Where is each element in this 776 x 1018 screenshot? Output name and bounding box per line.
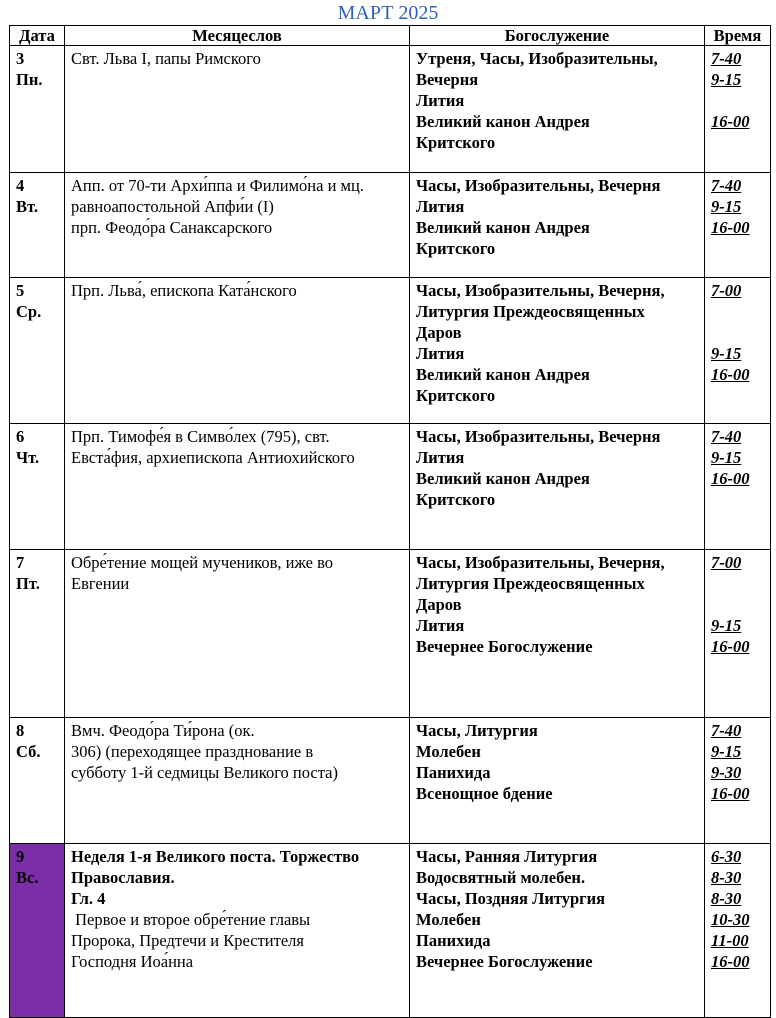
service-line: Даров — [416, 323, 462, 342]
table-row — [10, 278, 771, 424]
time-cell — [705, 173, 771, 278]
service-line: Критского — [416, 133, 496, 152]
service-line: Утреня, Часы, Изобразительны, — [416, 49, 658, 68]
weekday: Сб. — [16, 742, 41, 761]
table-row — [10, 46, 771, 173]
service-time: 11-00 — [711, 931, 749, 950]
date-cell — [10, 424, 65, 550]
service-time: 16-00 — [711, 112, 750, 131]
service-time — [711, 90, 764, 111]
feast-title-line: Неделя 1-я Великого поста. Торжество — [71, 847, 360, 866]
weekday: Ср. — [16, 302, 42, 321]
schedule-table — [9, 25, 771, 1018]
service-line: Критского — [416, 490, 496, 509]
day-number: 9 — [16, 847, 25, 866]
saint-line: Евста́фия, архиепископа Антиохийского — [71, 448, 355, 467]
service-line: Часы, Изобразительны, Вечерня, — [416, 553, 665, 572]
weekday: Пн. — [16, 70, 43, 89]
saints-cell — [65, 718, 410, 844]
service-line: Лития — [416, 448, 465, 467]
service-cell — [410, 278, 705, 424]
saint-line: Прп. Льва́, епископа Ката́нского — [71, 281, 297, 300]
saint-line: Свт. Льва I, папы Римского — [71, 49, 261, 68]
service-line: Вечернее Богослужение — [416, 952, 593, 971]
service-line: Всенощное бдение — [416, 784, 553, 803]
table-row — [10, 718, 771, 844]
table-row — [10, 173, 771, 278]
service-line: Водосвятный молебен. — [416, 868, 586, 887]
saint-line: Вмч. Феодо́ра Ти́рона (ок. — [71, 721, 255, 740]
service-line: Часы, Ранняя Литургия — [416, 847, 598, 866]
saint-line: равноапостольной Апфи́и (I) — [71, 197, 274, 216]
saint-line: прп. Феодо́ра Санаксарского — [71, 218, 273, 237]
service-cell — [410, 46, 705, 173]
service-line: Литургия Преждеосвященных — [416, 302, 645, 321]
service-time: 7-00 — [711, 281, 742, 300]
service-line: Часы, Литургия — [416, 721, 538, 740]
saint-line: субботу 1-й седмицы Великого поста) — [71, 763, 338, 782]
header-time: Время — [705, 26, 771, 46]
service-cell — [410, 718, 705, 844]
service-time: 9-15 — [711, 70, 742, 89]
time-cell — [705, 844, 771, 1018]
service-time: 7-40 — [711, 427, 742, 446]
service-time — [711, 489, 764, 510]
service-time: 16-00 — [711, 784, 750, 803]
date-cell — [10, 278, 65, 424]
service-cell — [410, 844, 705, 1018]
service-line: Лития — [416, 197, 465, 216]
saints-cell — [65, 424, 410, 550]
service-time: 9-15 — [711, 448, 742, 467]
time-cell — [705, 278, 771, 424]
service-time: 7-40 — [711, 49, 742, 68]
service-line: Критского — [416, 386, 496, 405]
page-title: МАРТ 2025 — [337, 2, 439, 24]
time-cell — [705, 46, 771, 173]
service-line: Литургия Преждеосвященных — [416, 574, 645, 593]
saints-cell — [65, 550, 410, 718]
header-service: Богослужение — [410, 26, 705, 46]
time-cell — [705, 718, 771, 844]
service-time: 16-00 — [711, 469, 750, 488]
service-line: Великий канон Андрея — [416, 469, 590, 488]
day-number: 3 — [16, 49, 25, 68]
table-row — [10, 550, 771, 718]
service-line: Критского — [416, 239, 496, 258]
time-cell — [705, 424, 771, 550]
service-line: Лития — [416, 616, 465, 635]
saints-cell — [65, 278, 410, 424]
day-number: 4 — [16, 176, 25, 195]
service-line: Вечерня — [416, 70, 479, 89]
service-time: 9-30 — [711, 763, 742, 782]
service-time: 9-15 — [711, 197, 742, 216]
saints-cell — [65, 844, 410, 1018]
date-cell — [10, 46, 65, 173]
service-time: 7-40 — [711, 721, 742, 740]
service-time: 7-00 — [711, 553, 742, 572]
day-number: 7 — [16, 553, 25, 572]
service-line: Великий канон Андрея — [416, 365, 590, 384]
weekday: Чт. — [16, 448, 40, 467]
date-cell — [10, 718, 65, 844]
service-line: Лития — [416, 91, 465, 110]
service-time — [711, 238, 764, 259]
service-time: 16-00 — [711, 952, 750, 971]
saint-line: Господня Иоа́нна — [71, 952, 194, 971]
service-line: Великий канон Андрея — [416, 112, 590, 131]
header-date: Дата — [10, 26, 65, 46]
date-cell — [10, 844, 65, 1018]
service-line: Панихида — [416, 763, 491, 782]
saint-line: Пророка, Предтечи и Крестителя — [71, 931, 304, 950]
service-line: Молебен — [416, 742, 481, 761]
weekday: Вс. — [16, 868, 39, 887]
service-line: Даров — [416, 595, 462, 614]
service-time — [711, 573, 764, 594]
saint-line: Евгении — [71, 574, 130, 593]
service-cell — [410, 550, 705, 718]
service-time — [711, 385, 764, 406]
service-time: 10-30 — [711, 910, 750, 929]
saint-line: Обре́тение мощей мучеников, иже во — [71, 553, 334, 572]
table-row — [10, 424, 771, 550]
service-time: 16-00 — [711, 637, 750, 656]
feast-title-line: Гл. 4 — [71, 889, 106, 908]
service-line: Вечернее Богослужение — [416, 637, 593, 656]
service-line: Часы, Изобразительны, Вечерня — [416, 427, 661, 446]
table-row — [10, 844, 771, 1018]
saint-line: Прп. Тимофе́я в Симво́лех (795), свт. — [71, 427, 330, 446]
day-number: 5 — [16, 281, 25, 300]
service-line: Великий канон Андрея — [416, 218, 590, 237]
service-time: 8-30 — [711, 889, 742, 908]
service-time: 9-15 — [711, 616, 742, 635]
service-time: 7-40 — [711, 176, 742, 195]
day-number: 8 — [16, 721, 25, 740]
saint-line: Апп. от 70-ти Архи́ппа и Филимо́на и мц. — [71, 176, 364, 195]
weekday: Вт. — [16, 197, 38, 216]
service-line: Лития — [416, 344, 465, 363]
saints-cell — [65, 173, 410, 278]
service-line: Молебен — [416, 910, 481, 929]
service-time: 9-15 — [711, 742, 742, 761]
service-cell — [410, 424, 705, 550]
service-time — [711, 301, 764, 322]
service-line: Часы, Поздняя Литургия — [416, 889, 606, 908]
feast-title-line: Православия. — [71, 868, 175, 887]
time-cell — [705, 550, 771, 718]
saint-line: 306) (переходящее празднование в — [71, 742, 314, 761]
service-time: 16-00 — [711, 218, 750, 237]
service-time — [711, 132, 764, 153]
date-cell — [10, 173, 65, 278]
service-time: 16-00 — [711, 365, 750, 384]
date-cell — [10, 550, 65, 718]
weekday: Пт. — [16, 574, 40, 593]
service-line: Часы, Изобразительны, Вечерня — [416, 176, 661, 195]
service-time: 9-15 — [711, 344, 742, 363]
service-line: Часы, Изобразительны, Вечерня, — [416, 281, 665, 300]
service-cell — [410, 173, 705, 278]
header-row — [10, 26, 771, 46]
service-time: 6-30 — [711, 847, 742, 866]
service-line: Панихида — [416, 931, 491, 950]
saints-cell — [65, 46, 410, 173]
header-saints: Месяцеслов — [65, 26, 410, 46]
service-time — [711, 322, 764, 343]
day-number: 6 — [16, 427, 25, 446]
service-time — [711, 594, 764, 615]
saint-line: Первое и второе обре́тение главы — [71, 910, 311, 929]
service-time: 8-30 — [711, 868, 742, 887]
